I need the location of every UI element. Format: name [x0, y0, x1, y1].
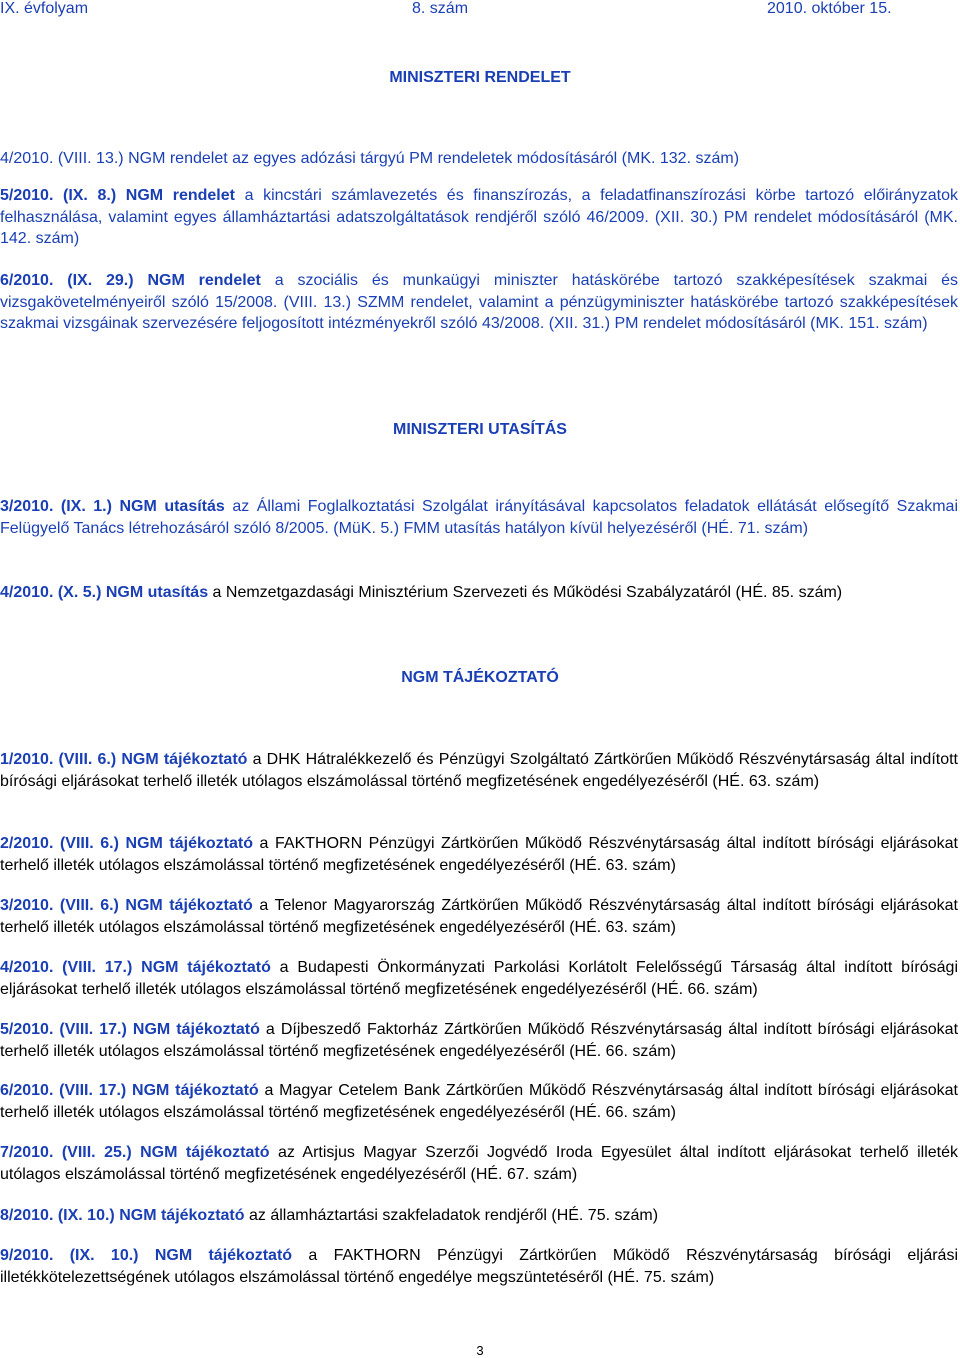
entry-type: NGM tájékoztató [125, 835, 253, 852]
entry-body: a FAKTHORN Pénzügyi Zártkörűen Működő Részvénytársaság által indított bírósági eljárásokat terhelő illeték utólagos elszámolással történő megfizetésének engedélyezéséről (HÉ. 63. szám) [0, 835, 958, 874]
entry-body: a FAKTHORN Pénzügyi Zártkörűen Működő Részvénytársaság bírósági eljárási illetékkötelezettségének utólagos elszámolással történő engedélye megszüntetéséről (HÉ. 75. szám) [0, 1247, 959, 1286]
page-number: 3 [476, 1343, 484, 1358]
header-volume: IX. évfolyam [0, 0, 89, 17]
entry-body: az Állami Foglalkoztatási Szolgálat irányításával kapcsolatos feladatok ellátását elősegítő Szakmai Felügyelő Tanács létrehozásáról szóló 8/2005. (MüK. 5.) FMM utasítás hatályon kívül helyezéséről (HÉ. 71. szám) [0, 498, 959, 537]
entry-type: NGM tájékoztató [121, 751, 248, 768]
header-issue: 8. szám [412, 0, 469, 17]
entry-body: a kincstári számlavezetés és finanszírozás, a feladatfinanszírozási körbe tartozó előirányzatok felhasználása, valamint egyes államháztartási adatszolgáltatások rendjéről szóló 46/2009. (XII. 30.) PM rendelet módosításáról (MK. 142. szám) [0, 187, 959, 248]
entry-body: az Artisjus Magyar Szerzői Jogvédő Iroda Egyesület által indított eljárásokat terhelő illeték utólagos elszámolással történő megfizetésének engedélyezéséről (HÉ. 67. szám) [0, 1144, 958, 1183]
entry-type: NGM rendelet [125, 187, 235, 204]
entry-type: NGM tájékoztató [132, 1082, 259, 1099]
entry-number: 3/2010. (IX. 1.) [0, 498, 112, 515]
entry-tajekoztato-1 [0, 749, 958, 792]
entry-number: 7/2010. (VIII. 25.) [0, 1144, 132, 1161]
entry-type: NGM utasítás [119, 498, 225, 515]
entry-rendelet-4 [0, 148, 958, 170]
entry-tajekoztato-2 [0, 833, 958, 876]
entry-number: 8/2010. (IX. 10.) [0, 1207, 115, 1224]
entry-number: 1/2010. (VIII. 6.) [0, 751, 117, 768]
section-title-utasitas: MINISZTERI UTASÍTÁS [393, 421, 567, 438]
entry-number: 6/2010. (VIII. 17.) [0, 1082, 127, 1099]
entry-type: NGM utasítás [105, 584, 209, 601]
entry-rendelet-5 [0, 185, 958, 250]
entry-tajekoztato-7 [0, 1142, 958, 1185]
entry-type: NGM tájékoztató [132, 1021, 260, 1038]
entry-type: NGM tájékoztató [125, 897, 253, 914]
entry-type: NGM tájékoztató [154, 1247, 293, 1264]
section-title-rendelet: MINISZTERI RENDELET [389, 69, 571, 86]
entry-tajekoztato-5 [0, 1019, 958, 1062]
entry-tajekoztato-8 [0, 1205, 958, 1227]
entry-body: a szociális és munkaügyi miniszter hatáskörébe tartozó szakképesítések szakmai és vizsgakövetelményeiről szóló 15/2008. (VIII. 13.) SZMM rendelet, valamint a pénzügyminiszter hatáskörébe tartozó szakképesítések szakmai vizsgáinak szervezésére feljogosított intézményekről szóló 43/2008. (XII. 31.) PM rendelet módosításáról (MK. 151. szám) [0, 272, 959, 333]
page-header [0, 0, 960, 20]
entry-body: az államháztartási szakfeladatok rendjéről (HÉ. 75. szám) [248, 1207, 659, 1224]
entry-number: 3/2010. (VIII. 6.) [0, 897, 119, 914]
entry-type: NGM tájékoztató [141, 959, 271, 976]
entry-utasitas-3 [0, 496, 958, 539]
entry-number: 9/2010. (IX. 10.) [0, 1247, 139, 1264]
entry-body: a Telenor Magyarország Zártkörűen Működő Részvénytársaság által indított bírósági eljárásokat terhelő illeték utólagos elszámolással történő megfizetésének engedélyezéséről (HÉ. 63. szám) [0, 897, 958, 936]
entry-utasitas-4 [0, 582, 958, 604]
entry-number: 4/2010. (VIII. 13.) [0, 150, 124, 167]
entry-tajekoztato-4 [0, 957, 958, 1000]
entry-number: 4/2010. (X. 5.) [0, 584, 102, 601]
entry-tajekoztato-3 [0, 895, 958, 938]
entry-rendelet-6 [0, 270, 958, 335]
section-title-tajekoztato: NGM TÁJÉKOZTATÓ [401, 669, 559, 686]
entry-body: a Díjbeszedő Faktorház Zártkörűen Működő Részvénytársaság által indított bírósági eljárásokat terhelő illeték utólagos elszámolással történő megfizetésének engedélyezéséről (HÉ. 66. szám) [0, 1021, 959, 1060]
entry-number: 5/2010. (VIII. 17.) [0, 1021, 127, 1038]
entry-tajekoztato-6 [0, 1080, 958, 1123]
entry-body: a Budapesti Önkormányzati Parkolási Korlátolt Felelősségű Társaság által indított bírósági eljárásokat terhelő illeték utólagos elszámolással történő megfizetésének engedélyezéséről (HÉ. 66. szám) [0, 959, 959, 998]
entry-type: NGM rendelet [128, 150, 228, 167]
entry-tajekoztato-9 [0, 1245, 958, 1288]
entry-type: NGM rendelet [147, 272, 261, 289]
entry-number: 6/2010. (IX. 29.) [0, 272, 134, 289]
entry-number: 5/2010. (IX. 8.) [0, 187, 117, 204]
entry-type: NGM tájékoztató [140, 1144, 270, 1161]
entry-type: NGM tájékoztató [119, 1207, 245, 1224]
header-date: 2010. október 15. [767, 0, 892, 17]
entry-body: a DHK Hátralékkezelő és Pénzügyi Szolgáltató Zártkörűen Működő Részvénytársaság által indított bírósági eljárásokat terhelő illeték utólagos elszámolással történő megfizetésének engedélyezéséről (HÉ. 63. szám) [0, 751, 958, 790]
entry-body: a Nemzetgazdasági Minisztérium Szervezeti és Működési Szabályzatáról (HÉ. 85. szám) [212, 584, 843, 601]
entry-number: 2/2010. (VIII. 6.) [0, 835, 119, 852]
entry-number: 4/2010. (VIII. 17.) [0, 959, 133, 976]
entry-body: a Magyar Cetelem Bank Zártkörűen Működő Részvénytársaság által indított bírósági eljárásokat terhelő illeték utólagos elszámolással történő megfizetésének engedélyezéséről (HÉ. 66. szám) [0, 1082, 958, 1121]
entry-body: az egyes adózási tárgyú PM rendeletek módosításáról (MK. 132. szám) [232, 150, 740, 167]
